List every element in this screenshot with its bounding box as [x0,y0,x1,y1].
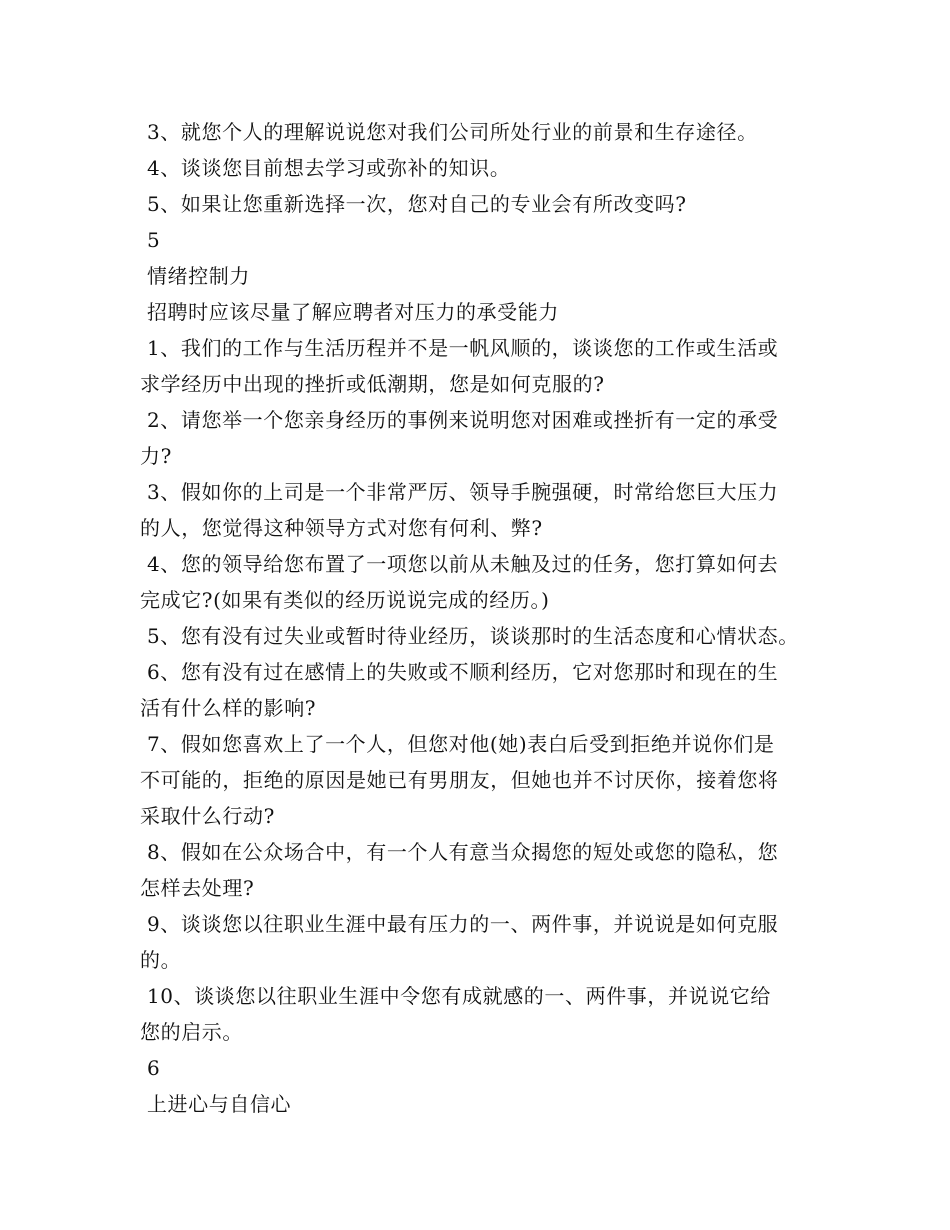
text-line: 求学经历中出现的挫折或低潮期，您是如何克服的? [140,372,605,396]
section-number: 5 [140,228,161,252]
text-line: 4、谈谈您目前想去学习或弥补的知识。 [140,156,511,180]
text-line: 不可能的，拒绝的原因是她已有男朋友，但她也并不讨厌你，接着您将 [140,768,779,792]
text-line: 活有什么样的影响? [140,696,317,720]
section-number: 6 [140,1056,161,1080]
section-heading: 上进心与自信心 [140,1092,292,1116]
text-line: 10、谈谈您以往职业生涯中令您有成就感的一、两件事，并说说它给 [140,984,772,1008]
document-body [140,114,830,1122]
text-line: 7、假如您喜欢上了一个人，但您对他(她)表白后受到拒绝并说你们是 [140,732,775,756]
text-line: 2、请您举一个您亲身经历的事例来说明您对困难或挫折有一定的承受 [140,408,779,432]
text-line: 的。 [140,948,182,972]
text-line: 采取什么行动? [140,804,275,828]
text-line: 9、谈谈您以往职业生涯中最有压力的一、两件事，并说说是如何克服 [140,912,779,936]
text-line: 您的启示。 [140,1020,243,1044]
text-line: 怎样去处理? [140,876,255,900]
text-line: 力? [140,444,172,468]
text-line: 1、我们的工作与生活历程并不是一帆风顺的，谈谈您的工作或生活或 [140,336,779,360]
text-line: 3、假如你的上司是一个非常严厉、领导手腕强硬，时常给您巨大压力 [140,480,779,504]
text-line: 5、您有没有过失业或暂时待业经历，谈谈那时的生活态度和心情状态。 [140,624,799,648]
text-line: 6、您有没有过在感情上的失败或不顺利经历，它对您那时和现在的生 [140,660,779,684]
text-line: 5、如果让您重新选择一次，您对自己的专业会有所改变吗? [140,192,687,216]
text-line: 3、就您个人的理解说说您对我们公司所处行业的前景和生存途径。 [140,120,758,144]
text-line: 4、您的领导给您布置了一项您以前从未触及过的任务，您打算如何去 [140,552,779,576]
text-line: 的人，您觉得这种领导方式对您有何利、弊? [140,516,543,540]
section-subtitle: 招聘时应该尽量了解应聘者对压力的承受能力 [140,300,559,324]
text-line: 8、假如在公众场合中，有一个人有意当众揭您的短处或您的隐私，您 [140,840,779,864]
text-line: 完成它?(如果有类似的经历说说完成的经历。) [140,588,550,612]
section-heading: 情绪控制力 [140,264,250,288]
